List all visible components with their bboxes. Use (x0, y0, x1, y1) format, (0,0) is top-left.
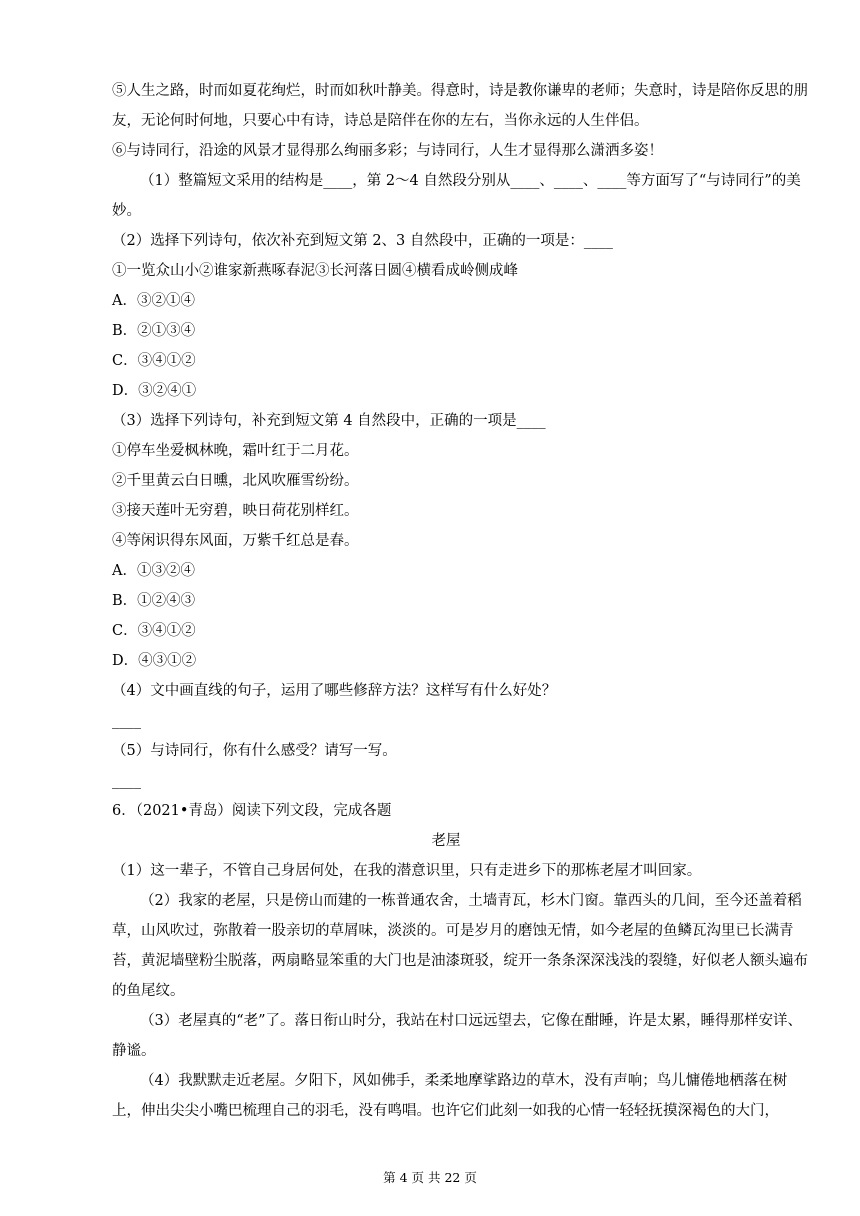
page-footer: 第 4 页 共 22 页 (383, 1170, 477, 1185)
question-3-item-1: ①停车坐爱枫林晚，霜叶红于二月花。 (112, 443, 359, 459)
question-1: （1）整篇短文采用的结构是____，第 2～4 自然段分别从____、____、____等方面写了“与诗同行”的美妙。 (112, 173, 801, 219)
laowu-paragraph-2: （2）我家的老屋，只是傍山而建的一栋普通农舍，土墙青瓦，杉木门窗。靠西头的几间，至今还盖着稻草，山风吹过，弥散着一股亲切的草屑味，淡淡的。可是岁月的磨蚀无情，如今老屋的鱼鳞瓦沟里已长满青苔，黄泥墙壁粉尘脱落，两扇略显笨重的大门也是油漆斑驳，绽开一条条深深浅浅的裂缝，好似老人额头遍布的鱼尾纹。 (112, 893, 808, 999)
passage-title: 老屋 (431, 833, 461, 849)
question-3-option-a: A．①③②④ (112, 563, 195, 579)
question-2-option-d: D．③②④① (112, 383, 197, 399)
question-3-option-d: D．④③①② (112, 653, 197, 669)
question-5-answer-blank: ____ (112, 773, 141, 789)
question-2: （2）选择下列诗句，依次补充到短文第 2、3 自然段中，正确的一项是：____ (112, 233, 613, 249)
question-3-option-b: B．①②④③ (112, 593, 196, 609)
question-3-item-3: ③接天莲叶无穷碧，映日荷花别样红。 (112, 503, 359, 519)
passage-paragraph-6: ⑥与诗同行，沿途的风景才显得那么绚丽多彩；与诗同行，人生才显得那么潇洒多姿！ (112, 143, 663, 159)
question-2-option-a: A．③②①④ (112, 293, 195, 309)
question-3-item-4: ④等闲识得东风面，万紫千红总是春。 (112, 533, 359, 549)
question-4-answer-blank: ____ (112, 713, 141, 729)
passage-p5-text: ⑤人生之路，时而如夏花绚烂，时而如秋叶静美。得意时，诗是教你谦卑的老师；失意时，诗是陪你反思的朋友，无论何时何地，只要心中有诗，诗总是陪伴在你的左右，当你永远的人生伴侣。 (112, 83, 808, 129)
question-3-option-c: C．③④①② (112, 623, 196, 639)
laowu-paragraph-4: （4）我默默走近老屋。夕阳下，风如佛手，柔柔地摩挲路边的草木，没有声响；鸟儿慵倦地栖落在树上，伸出尖尖小嘴巴梳理自己的羽毛，没有鸣唱。也许它们此刻一如我的心情一轻轻抚摸深褐色的大门， (112, 1073, 788, 1119)
laowu-paragraph-3: （3）老屋真的“老”了。落日衔山时分，我站在村口远远望去，它像在酣睡，许是太累，睡得那样安详、静谧。 (112, 1013, 803, 1059)
laowu-paragraph-1: （1）这一辈子，不管自己身居何处，在我的潜意识里，只有走进乡下的那栋老屋才叫回家。 (112, 863, 702, 879)
question-2-option-b: B．②①③④ (112, 323, 196, 339)
question-4: （4）文中画直线的句子，运用了哪些修辞方法？这样写有什么好处？ (112, 683, 557, 699)
question-5: （5）与诗同行，你有什么感受？请写一写。 (112, 743, 397, 759)
question-3-item-2: ②千里黄云白日曛，北风吹雁雪纷纷。 (112, 473, 359, 489)
question-3: （3）选择下列诗句，补充到短文第 4 自然段中，正确的一项是____ (112, 413, 546, 429)
question-2-items: ①一览众山小②谁家新燕啄春泥③长河落日圆④横看成岭侧成峰 (112, 263, 518, 279)
problem-6-header: 6．（2021•青岛）阅读下列文段，完成各题 (112, 803, 392, 819)
question-2-option-c: C．③④①② (112, 353, 196, 369)
passage-paragraph-5 (112, 76, 808, 136)
document-content (112, 76, 808, 1126)
